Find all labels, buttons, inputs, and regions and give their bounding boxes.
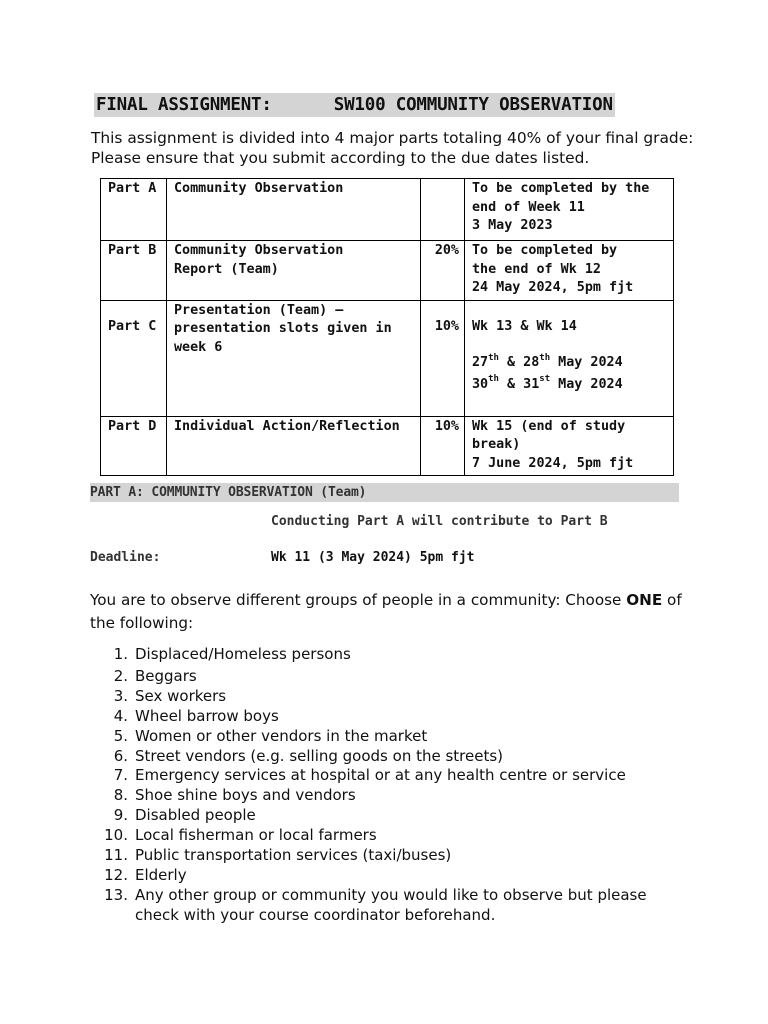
part-task (167, 241, 421, 301)
item-number: 4. (113, 706, 128, 725)
item-number: 10. (104, 826, 128, 845)
deadline-value: Wk 11 (3 May 2024) 5pm fjt (271, 550, 475, 565)
day-suffix: st (539, 374, 551, 385)
due-line: 24 May 2024, 5pm fjt (472, 280, 634, 295)
due-line: end of Week 11 (472, 199, 585, 215)
item-text: Disabled people (135, 806, 256, 825)
item-number: 8. (113, 786, 128, 805)
list-item (100, 806, 680, 826)
joiner: & (498, 355, 524, 370)
item-text: Sex workers (135, 686, 227, 705)
item-number: 9. (113, 806, 128, 825)
task-line: presentation slots given in week 6 (174, 321, 392, 355)
part-label: Part A (101, 179, 167, 241)
parts-table (100, 178, 674, 476)
item-number: 3. (113, 686, 128, 705)
intro-line-2: Please ensure that you submit according to the due dates listed. (91, 149, 590, 167)
item-number: 1. (113, 645, 128, 663)
table-row (101, 179, 674, 241)
list-item (100, 786, 680, 806)
due-date-line (472, 354, 667, 373)
part-a-heading: PART A: COMMUNITY OBSERVATION (Team) (90, 483, 679, 502)
item-number: 5. (113, 726, 128, 745)
task-line: Individual Action/Reflection (174, 418, 400, 434)
part-label: Part D (101, 416, 167, 476)
due-line: 3 May 2023 (472, 218, 553, 233)
list-item (100, 886, 680, 926)
deadline-label: Deadline: (90, 550, 161, 565)
list-item (100, 747, 680, 767)
list-item (100, 866, 680, 886)
part-task (167, 300, 421, 416)
title-right: SW100 COMMUNITY OBSERVATION (333, 95, 613, 115)
title-left: FINAL ASSIGNMENT: (96, 95, 272, 115)
item-number: 6. (113, 746, 128, 765)
instruction-line-2: the following: (90, 614, 194, 632)
task-line: Community Observation (174, 243, 344, 258)
spacer (472, 336, 667, 354)
table-row (101, 241, 674, 301)
due-line: Wk 15 (end of study (472, 418, 626, 434)
due-line: break) (472, 437, 521, 452)
intro-line-1: This assignment is divided into 4 major parts totaling 40% of your final grade: (91, 129, 694, 147)
task-line: Presentation (Team) – (174, 302, 344, 318)
day-suffix: th (488, 374, 499, 385)
day-number: 27 (472, 355, 489, 370)
due-line: the end of Wk 12 (472, 261, 601, 277)
table-row (101, 416, 674, 476)
item-text: Elderly (135, 865, 187, 884)
due-line: To be completed by the (472, 181, 650, 196)
intro-paragraph (91, 128, 694, 168)
part-label: Part C (101, 300, 167, 416)
item-text: Public transportation services (taxi/buses) (135, 846, 452, 865)
list-item (100, 707, 680, 727)
item-number: 11. (104, 846, 128, 865)
list-item (100, 826, 680, 846)
day-suffix: th (539, 352, 551, 363)
part-weight: 10% (421, 416, 465, 476)
item-text-continued: check with your course coordinator beforehand. (135, 905, 496, 924)
item-text: Local fisherman or local farmers (135, 826, 377, 845)
instruction-line-1 (90, 589, 690, 612)
day-suffix: th (488, 352, 499, 363)
due-date-line (472, 376, 667, 395)
part-task (167, 416, 421, 476)
part-due (465, 300, 674, 416)
item-text: Any other group or community you would like to observe but please (135, 885, 647, 904)
task-line: Community Observation (174, 181, 344, 196)
joiner: & (498, 376, 524, 392)
contribution-note: Conducting Part A will contribute to Part B (271, 514, 608, 529)
day-number: 28 (523, 355, 540, 370)
item-text: Emergency services at hospital or at any health centre or service (135, 766, 626, 785)
list-item (100, 667, 680, 687)
part-due (465, 241, 674, 301)
list-item (100, 846, 680, 866)
group-list (100, 645, 680, 926)
part-weight (421, 179, 465, 241)
due-line: 7 June 2024, 5pm fjt (472, 455, 634, 471)
part-task (167, 179, 421, 241)
instruction-emphasis: ONE (626, 591, 663, 609)
item-number: 7. (113, 766, 128, 785)
item-text: Women or other vendors in the market (135, 726, 428, 745)
due-line: Wk 13 & Wk 14 (472, 318, 577, 334)
part-weight: 20% (421, 241, 465, 301)
task-line: Report (Team) (174, 261, 279, 277)
list-item (100, 766, 680, 786)
observe-instruction (90, 589, 690, 635)
item-number: 13. (104, 885, 128, 904)
list-item (100, 727, 680, 747)
item-text: Wheel barrow boys (135, 706, 279, 725)
list-item (100, 687, 680, 707)
assignment-title (94, 93, 615, 117)
item-text: Displaced/Homeless persons (135, 645, 351, 663)
day-number: 31 (523, 376, 540, 392)
due-line: To be completed by (472, 243, 618, 258)
part-due (465, 179, 674, 241)
instruction-text: of (662, 591, 682, 609)
day-number: 30 (472, 376, 489, 392)
part-weight: 10% (421, 300, 465, 416)
list-item (100, 645, 680, 665)
item-number: 12. (104, 865, 128, 884)
item-text: Shoe shine boys and vendors (135, 786, 356, 805)
part-label: Part B (101, 241, 167, 301)
month-year: May 2024 (550, 355, 623, 370)
table-row (101, 300, 674, 416)
part-due (465, 416, 674, 476)
instruction-text: You are to observe different groups of people in a community: Choose (90, 591, 627, 609)
item-text: Beggars (135, 666, 197, 685)
item-number: 2. (113, 666, 128, 685)
month-year: May 2024 (550, 376, 623, 392)
item-text: Street vendors (e.g. selling goods on the streets) (135, 746, 504, 765)
